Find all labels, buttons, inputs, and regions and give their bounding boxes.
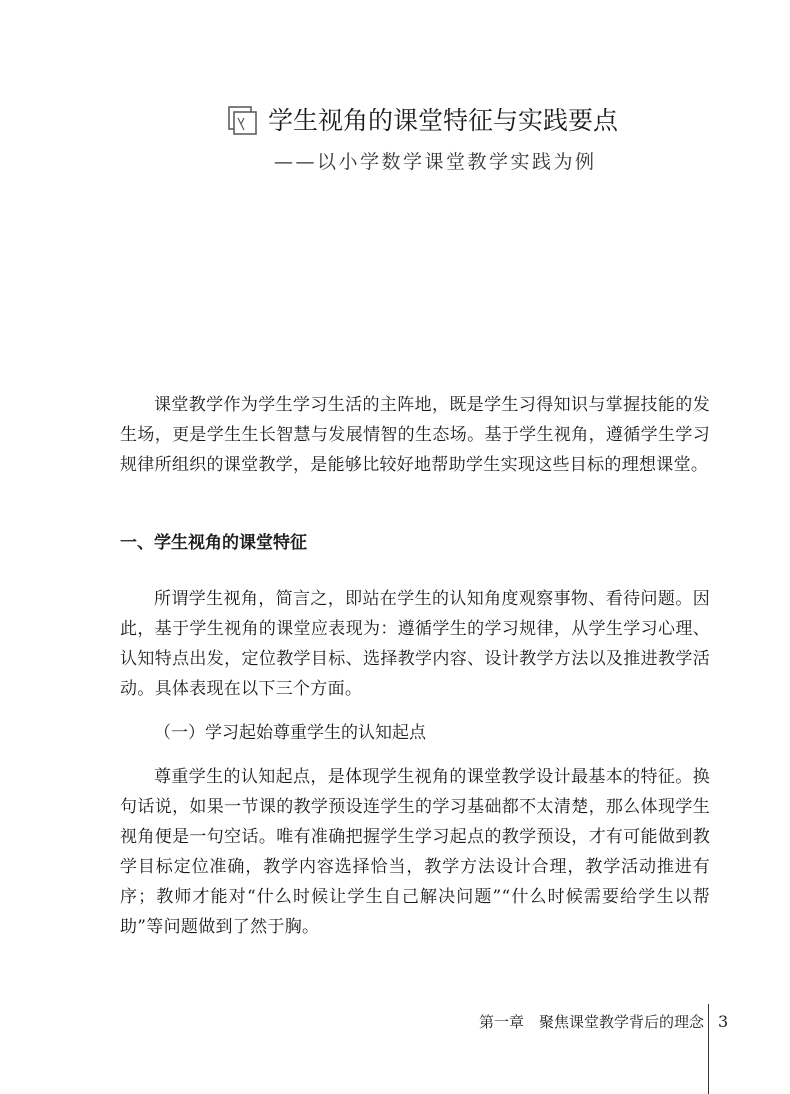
subsection-heading: （一）学习起始尊重学生的认知起点	[154, 723, 426, 743]
page-subtitle: ——以小学数学课堂教学实践为例	[274, 151, 597, 173]
intro-paragraph: 课堂教学作为学生学习生活的主阵地，既是学生习得知识与掌握技能的发生场，更是学生生长智慧与发展情智的生态场。基于学生视角，遵循学生学习规律所组织的课堂教学，是能够比较好地帮助学生实现这些目标的理想课堂。	[120, 395, 710, 475]
main-content	[120, 390, 710, 942]
section-paragraph: 所谓学生视角，简言之，即站在学生的认知角度观察事物、看待问题。因此，基于学生视角的课堂应表现为：遵循学生的学习规律，从学生学习心理、认知特点出发，定位教学目标、选择教学内容、设计教学方法以及推进教学活动。具体表现在以下三个方面。	[120, 589, 710, 699]
title-block	[228, 106, 648, 176]
book-corner-icon	[228, 106, 258, 136]
page-footer	[0, 1010, 790, 1094]
footer-divider	[708, 1004, 709, 1094]
page-number: 3	[718, 1012, 729, 1031]
subsection-paragraph: 尊重学生的认知起点，是体现学生视角的课堂教学设计最基本的特征。换句话说，如果一节课的教学预设连学生的学习基础都不太清楚，那么体现学生视角便是一句空话。唯有准确把握学生学习起点的教学预设，才有可能做到教学目标定位准确，教学内容选择恰当，教学方法设计合理，教学活动推进有序；教师才能对“什么时候让学生自己解决问题”“什么时候需要给学生以帮助”等问题做到了然于胸。	[120, 767, 710, 937]
chapter-title: 第一章 聚焦课堂教学背后的理念	[478, 1013, 704, 1031]
page-title: 学生视角的课堂特征与实践要点	[268, 106, 619, 135]
section-heading: 一、学生视角的课堂特征	[120, 533, 307, 553]
